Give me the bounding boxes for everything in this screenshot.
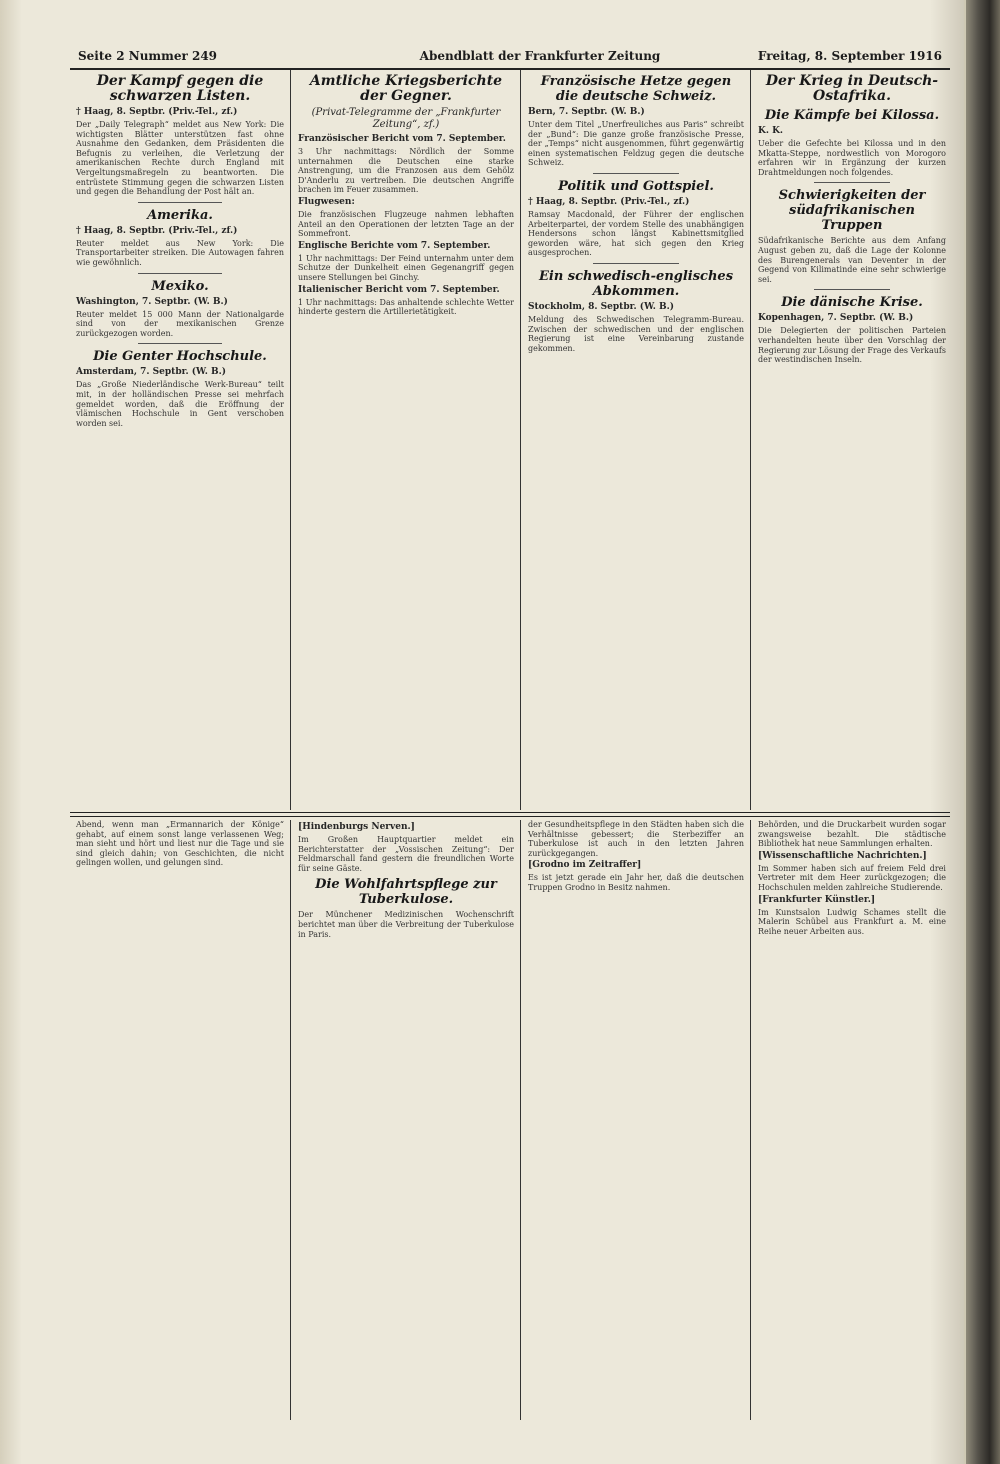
dateline: † Haag, 8. Septbr. (Priv.-Tel., zf.): [76, 225, 238, 236]
column-rule: [520, 820, 521, 1420]
feuilleton-column-3: [528, 820, 744, 893]
section-heading: Flugwesen:: [298, 196, 355, 207]
column-rule: [290, 70, 291, 810]
article-body: Die französischen Flugzeuge nahmen lebhaften Anteil an den Operationen der letzten Tage an der Sommefront.: [298, 209, 514, 239]
section-heading: Die Wohlfahrtspflege zur Tuberkulose.: [315, 877, 497, 908]
subheading: Die Kämpfe bei Kilossa.: [764, 108, 940, 123]
article-body: Ueber die Gefechte bei Kilossa und in den Mkatta-Steppe, nordwestlich von Morogoro erfahren wir in Ergänzung der kurzen Drahtmeldungen noch folgendes.: [758, 139, 946, 177]
column-rule: [750, 70, 751, 810]
feuilleton-text: Der Münchener Medizinischen Wochenschrift berichtet man über die Verbreitung der Tuberkulose in Paris.: [298, 910, 514, 939]
section-heading: Schwierigkeiten der südafrikanischen Truppen: [778, 188, 926, 234]
column-rule: [750, 820, 751, 1420]
article-body: Reuter meldet aus New York: Die Transportarbeiter streiken. Die Autowagen fahren wie gewöhnlich.: [76, 238, 284, 267]
newspaper-title: Abendblatt der Frankfurter Zeitung: [419, 49, 661, 63]
dateline: Kopenhagen, 7. Septbr. (W. B.): [758, 313, 914, 324]
dateline: Stockholm, 8. Septbr. (W. B.): [528, 301, 675, 312]
masthead: [70, 44, 950, 70]
section-heading: Politik und Gottspiel.: [558, 178, 714, 194]
divider: [593, 263, 679, 264]
article-body: Der „Daily Telegraph“ meldet aus New York: Die wichtigsten Blätter unterstützen fast ohne Ausnahme den Gedanken, dem Präsidenten die Befugnis zu verleihen, die Verletzung der amerikanischen Rechte durch England mit Vergeltungsmaßregeln zu beantworten. Die entrüstete Stimmung gegen die schwarzen Listen und gegen die Behandlung der Post hält an.: [76, 120, 284, 197]
section-heading: Die dänische Krise.: [781, 295, 923, 311]
divider: [593, 173, 679, 174]
feuilleton-text: Im Kunstsalon Ludwig Schames stellt die Malerin Schübel aus Frankfurt a. M. eine Reihe neuer Arbeiten aus.: [758, 907, 946, 936]
article-body: Ramsay Macdonald, der Führer der englischen Arbeiterpartei, der vordem Stelle des unabhängigen Hendersons schon längst Kabinettsmitglied geworden wäre, hat sich gegen den Krieg ausgesprochen.: [528, 209, 744, 258]
feuilleton-column-1: [76, 820, 284, 868]
feuilleton-column-2: [298, 820, 514, 939]
column-1: [76, 70, 284, 428]
book-binding: [966, 0, 1000, 1464]
dateline: K. K.: [758, 126, 784, 136]
section-heading: Ein schwedisch-englisches Abkommen.: [538, 268, 734, 299]
section-heading: Italienischer Bericht vom 7. September.: [298, 284, 500, 295]
section-heading: Mexiko.: [151, 278, 209, 294]
divider: [814, 182, 889, 183]
feuilleton-divider: [70, 812, 950, 817]
column-rule: [290, 820, 291, 1420]
subheading: (Privat-Telegramme der „Frankfurter Zeitung“, zf.): [311, 107, 501, 130]
article-body: Unter dem Titel „Unerfreuliches aus Paris“ schreibt der „Bund“: Die ganze große französische Presse, der „Temps“ nicht ausgenommen, führt gegenwärtig einen systematischen Feldzug gegen die deutsche Schweiz.: [528, 120, 744, 168]
headline: Der Kampf gegen die schwarzen Listen.: [96, 73, 264, 104]
divider: [138, 273, 221, 274]
dateline: Washington, 7. Septbr. (W. B.): [76, 296, 228, 307]
column-rule: [520, 70, 521, 810]
section-heading: [Wissenschaftliche Nachrichten.]: [758, 850, 927, 861]
headline: Französische Hetze gegen die deutsche Schweiz.: [540, 74, 732, 104]
dateline: Amsterdam, 7. Septbr. (W. B.): [76, 367, 227, 378]
column-3: [528, 70, 744, 353]
article-body: Das „Große Niederländische Werk-Bureau“ teilt mit, in der holländischen Presse sei mehrfach gemeldet worden, daß die Eröffnung der vlämischen Hochschule in Gent verschoben worden sei.: [76, 380, 284, 428]
feuilleton-text: Abend, wenn man „Ermannarich der Könige“ gehabt, auf einem sonst lange verlassenen Weg; man sieht und hört und liest nur die Tage und sie sind gleich dahin; von Geschichten, die nicht gelingen wollen, und gelungen sind.: [76, 820, 284, 868]
article-body: Meldung des Schwedischen Telegramm-Bureau. Zwischen der schwedischen und der englischen Regierung ist eine Vereinbarung zustande gekommen.: [528, 314, 744, 353]
headline: Der Krieg in Deutsch-Ostafrika.: [765, 73, 939, 104]
dateline: † Haag, 8. Septbr. (Priv.-Tel., zf.): [76, 107, 238, 117]
feuilleton-text: Im Sommer haben sich auf freiem Feld drei Vertreter mit dem Heer zurückgezogen; die Hochschulen melden zahlreiche Studierende.: [758, 863, 946, 892]
issue-date: Freitag, 8. September 1916: [757, 49, 942, 63]
article-body: Die Delegierten der politischen Parteien verhandelten heute über den Vorschlag der Regierung zur Lösung der Frage des Verkaufs der westindischen Inseln.: [758, 326, 946, 365]
section-heading: [Grodno im Zeitraffer]: [528, 860, 642, 871]
section-heading: Amerika.: [147, 207, 213, 223]
feuilleton-text: Behörden, und die Druckarbeit wurden sogar zwangsweise bezahlt. Die städtische Bibliothek hat neue Sammlungen erhalten.: [758, 820, 946, 849]
divider: [138, 343, 221, 344]
article-body: 1 Uhr nachmittags: Der Feind unternahm unter dem Schutze der Dunkelheit einen Gegenangriff gegen unsere Stellungen bei Ginchy.: [298, 253, 514, 282]
dateline: Bern, 7. Septbr. (W. B.): [528, 107, 645, 117]
section-heading: Englische Berichte vom 7. September.: [298, 240, 491, 251]
column-2: [298, 70, 514, 317]
article-body: 3 Uhr nachmittags: Nördlich der Somme unternahmen die Deutschen eine starke Anstrengung, um die Franzosen aus dem Gehölz D'Anderlu zu vertreiben. Die deutschen Angriffe brachen im Feuer zusammen.: [298, 147, 514, 195]
article-body: 1 Uhr nachmittags: Das anhaltende schlechte Wetter hinderte gestern die Artillerietätigkeit.: [298, 297, 514, 317]
article-body: Reuter meldet 15 000 Mann der Nationalgarde sind von der mexikanischen Grenze zurückgezogen worden.: [76, 309, 284, 338]
feuilleton-text: der Gesundheitspflege in den Städten haben sich die Verhältnisse gebessert; die Sterbeziffer an Tuberkulose ist auch in den letzten Jahren zurückgegangen.: [528, 820, 744, 858]
headline: Amtliche Kriegsberichte der Gegner.: [309, 73, 503, 104]
page-number: Seite 2 Nummer 249: [78, 49, 218, 63]
divider: [814, 289, 889, 290]
dateline: Französischer Bericht vom 7. September.: [298, 134, 506, 144]
divider: [138, 202, 221, 203]
article-body: Südafrikanische Berichte aus dem Anfang August geben zu, daß die Lage der Kolonne des Burengenerals van Deventer in der Gegend von Kilimatinde eine sehr schwierige sei.: [758, 236, 946, 284]
feuilleton-text: Es ist jetzt gerade ein Jahr her, daß die deutschen Truppen Grodno in Besitz nahmen.: [528, 873, 744, 892]
feuilleton-column-4: [758, 820, 946, 936]
section-heading: [Hindenburgs Nerven.]: [298, 822, 415, 832]
column-4: [758, 70, 946, 365]
section-heading: Die Genter Hochschule.: [93, 349, 267, 365]
section-heading: [Frankfurter Künstler.]: [758, 894, 876, 905]
dateline: † Haag, 8. Septbr. (Priv.-Tel., zf.): [528, 196, 690, 207]
feuilleton-text: Im Großen Hauptquartier meldet ein Berichterstatter der „Vossischen Zeitung“: Der Feldmarschall fand gestern die freundlichen Worte für seine Gäste.: [298, 835, 514, 873]
